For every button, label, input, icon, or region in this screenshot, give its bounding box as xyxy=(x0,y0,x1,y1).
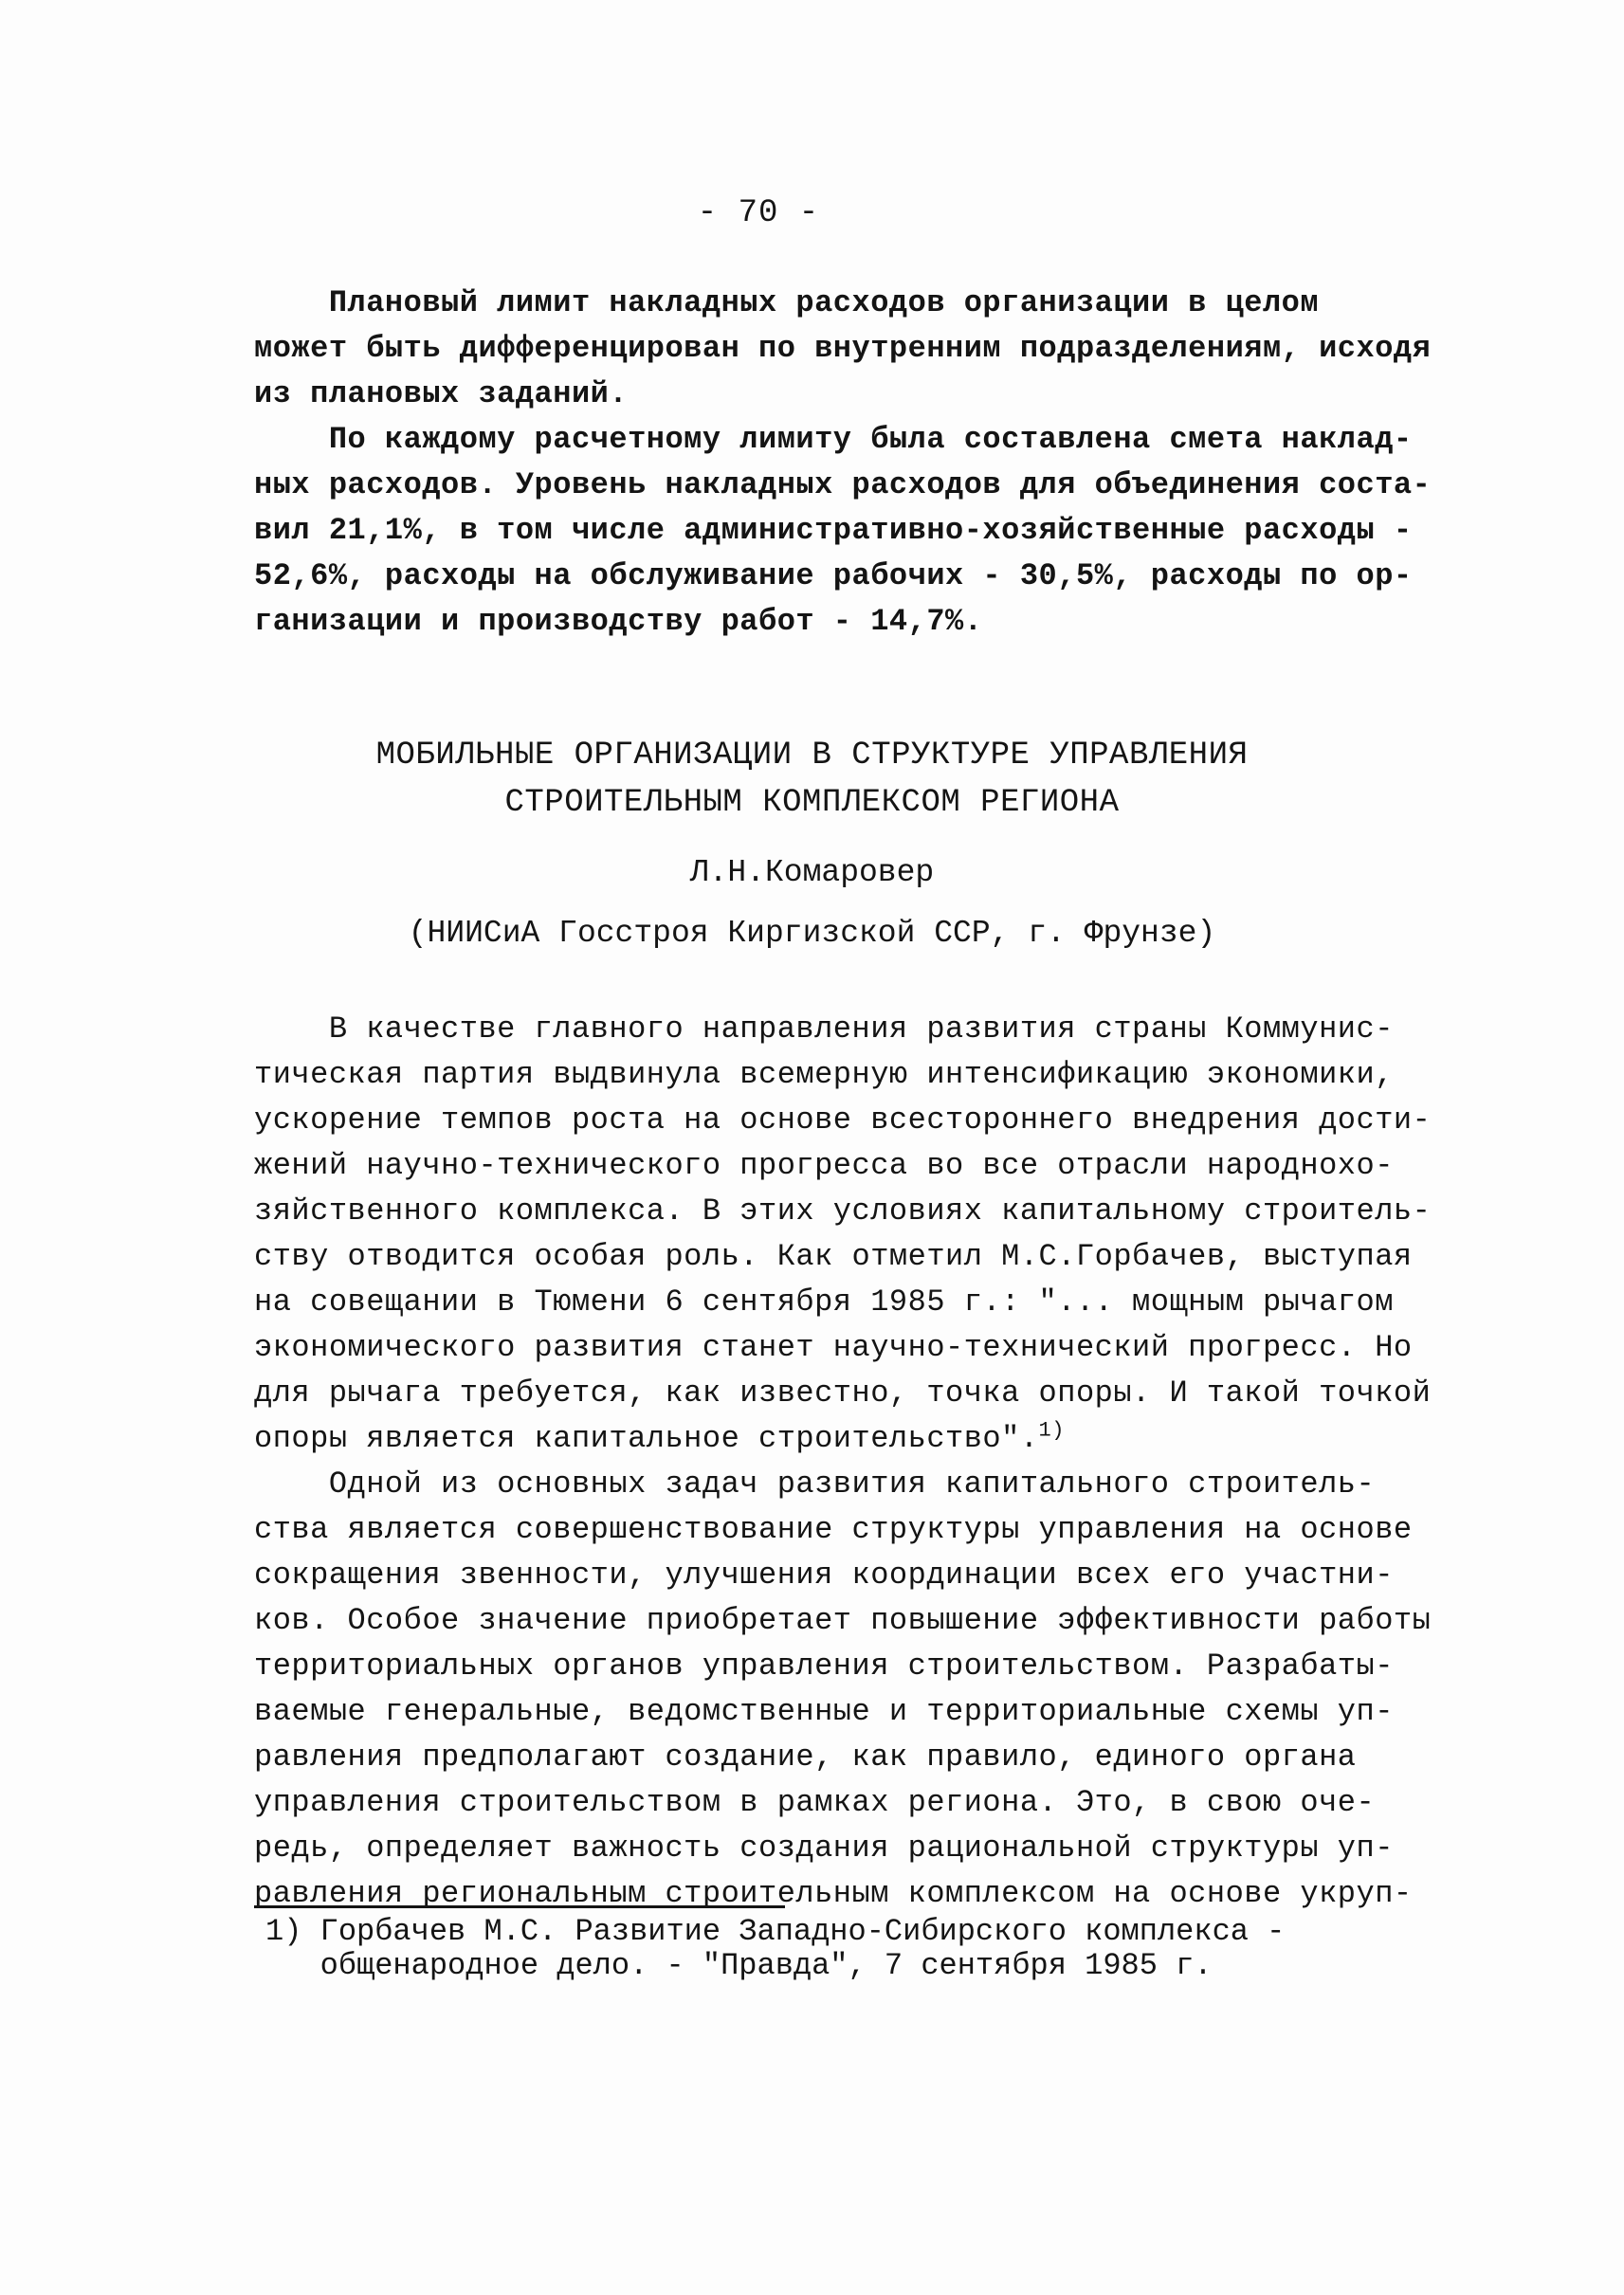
text-line: зяйственного комплекса. В этих условиях капитальному строитель- xyxy=(254,1193,1432,1229)
article-affiliation: (НИИСиА Госстроя Киргизской ССР, г. Фрунзе) xyxy=(408,916,1216,951)
text-line: тическая партия выдвинула всемерную интенсификацию экономики, xyxy=(254,1057,1394,1092)
title-line: СТРОИТЕЛЬНЫМ КОМПЛЕКСОМ РЕГИОНА xyxy=(504,785,1120,821)
text-line: территориальных органов управления строительством. Разрабаты- xyxy=(254,1648,1394,1684)
footnote-reference: 1) xyxy=(1038,1418,1065,1443)
text-line: из плановых заданий. xyxy=(254,376,629,411)
article-paragraph-1 xyxy=(254,1007,1432,1462)
intro-paragraph-2 xyxy=(254,417,1432,645)
text-line: ков. Особое значение приобретает повышение эффективности работы xyxy=(254,1603,1432,1638)
text-line: В качестве главного направления развития страны Коммунис- xyxy=(254,1011,1394,1047)
text-line xyxy=(254,1416,1392,1462)
text-line-content: опоры является капитальное строительство". xyxy=(254,1421,1039,1456)
text-line: управления строительством в рамках региона. Это, в свою оче- xyxy=(254,1785,1376,1820)
article-title xyxy=(0,732,1624,827)
text-line: ваемые генеральные, ведомственные и территориальные схемы уп- xyxy=(254,1694,1394,1729)
text-line: ству отводится особая роль. Как отметил М.С.Горбачев, выступая xyxy=(254,1239,1413,1274)
article-paragraph-2 xyxy=(254,1462,1432,1917)
article-author: Л.Н.Комаровер xyxy=(689,855,935,890)
text-line: на совещании в Тюмени 6 сентября 1985 г.: "... мощным рычагом xyxy=(254,1284,1394,1320)
text-line: равления предполагают создание, как правило, единого органа xyxy=(254,1739,1357,1775)
text-line: По каждому расчетному лимиту была составлена смета наклад- xyxy=(254,422,1413,457)
text-line: может быть дифференцирован по внутренним подразделениям, исходя xyxy=(254,331,1432,366)
title-line: МОБИЛЬНЫЕ ОРГАНИЗАЦИИ В СТРУКТУРЕ УПРАВЛЕНИЯ xyxy=(375,738,1249,774)
text-line: сокращения звенности, улучшения координации всех его участни- xyxy=(254,1557,1394,1593)
intro-paragraph-1 xyxy=(254,281,1432,417)
footnote xyxy=(265,1915,1356,1983)
footnote-line: 1) Горбачев М.С. Развитие Западно-Сибирского комплекса - xyxy=(265,1914,1286,1949)
text-line: 52,6%, расходы на обслуживание рабочих - 30,5%, расходы по ор- xyxy=(254,558,1413,593)
page-number: - 70 - xyxy=(697,195,820,231)
text-line: Плановый лимит накладных расходов организации в целом xyxy=(254,285,1320,320)
text-line: ганизации и производству работ - 14,7%. xyxy=(254,604,983,639)
text-line: вил 21,1%, в том числе административно-хозяйственные расходы - xyxy=(254,513,1413,548)
text-line: редь, определяет важность создания рациональной структуры уп- xyxy=(254,1831,1394,1866)
text-line: для рычага требуется, как известно, точка опоры. И такой точкой xyxy=(254,1375,1432,1411)
text-line: жений научно-технического прогресса во все отрасли народнохо- xyxy=(254,1148,1394,1183)
footnote-divider xyxy=(254,1905,785,1908)
footnote-line: общенародное дело. - "Правда", 7 сентября 1985 г. xyxy=(265,1948,1213,1983)
text-line: Одной из основных задач развития капитального строитель- xyxy=(254,1466,1376,1502)
text-line: ных расходов. Уровень накладных расходов для объединения соста- xyxy=(254,467,1432,502)
text-line: равления региональным строительным комплексом на основе укруп- xyxy=(254,1876,1413,1911)
text-line: экономического развития станет научно-технический прогресс. Но xyxy=(254,1330,1413,1365)
text-line: ства является совершенствование структуры управления на основе xyxy=(254,1512,1413,1547)
text-line: ускорение темпов роста на основе всестороннего внедрения дости- xyxy=(254,1102,1432,1138)
